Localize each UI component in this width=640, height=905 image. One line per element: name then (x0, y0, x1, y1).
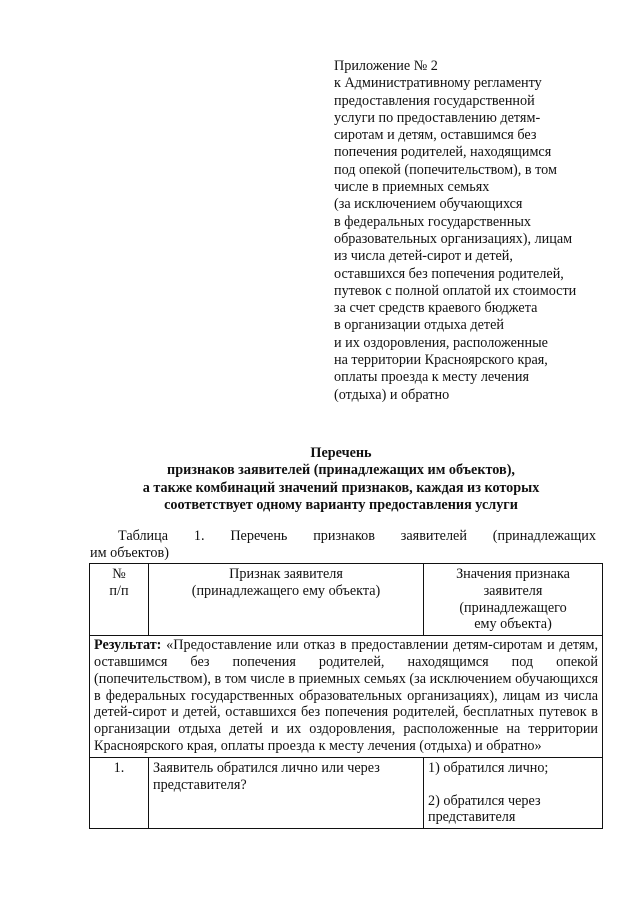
annex-line: в федеральных государственных (334, 213, 531, 230)
result-label: Результат: (94, 637, 162, 654)
header-sign-text: Признак заявителя (принадлежащего ему объекта) (191, 566, 381, 599)
row-options (424, 757, 603, 828)
annex-line: на территории Красноярского края, (334, 352, 548, 369)
caption-word: признаков (313, 528, 375, 544)
annex-line: за счет средств краевого бюджета (334, 300, 538, 317)
annex-reference (334, 58, 604, 404)
caption-continuation: им объектов) (90, 545, 169, 562)
option-item: 2) обратился через представителя (428, 792, 541, 826)
applicant-signs-table (89, 563, 603, 829)
annex-line: образовательных организациях), лицам (334, 230, 573, 247)
annex-line: услуги по предоставлению детям- (334, 109, 541, 126)
heading-title: Перечень (310, 445, 372, 461)
caption-word: Перечень (230, 528, 288, 544)
annex-line: сиротам и детям, оставшимся без (334, 127, 537, 144)
header-number-text: № п/п (109, 566, 129, 599)
annex-line: (отдыха) и обратно (334, 386, 450, 403)
annex-line: (за исключением обучающихся (334, 196, 523, 213)
heading-line: а также комбинаций значений признаков, каждая из которых (142, 479, 540, 496)
row-number: 1. (90, 757, 149, 828)
annex-line: числе в приемных семьях (334, 179, 490, 196)
result-row (90, 636, 603, 758)
table-header-row (90, 564, 603, 636)
result-text: «Предоставление или отказ в предоставлении детям-сиротам и детям, оставшимся без попечения родителей, находящимся под опекой (попечительством), в том числе в приемных семьях (за исключением обучающихся в федеральных государственных образовательных организациях), лицам из числа детей-сирот и детей, оставшихся без попечения родителей, бесплатных путевок в организации отдыха детей и их оздоровления, расположенные на территории Красноярского края, оплаты проезда к месту лечения (отдыха) и обратно» (94, 637, 598, 754)
annex-line: под опекой (попечительством), в том (334, 161, 557, 178)
caption-word: 1. (193, 528, 205, 544)
annex-line: и их оздоровления, расположенные (334, 334, 548, 351)
header-values (424, 564, 603, 636)
row-sign: Заявитель обратился лично или через представителя? (149, 757, 424, 828)
annex-line: Приложение № 2 (334, 58, 438, 74)
header-values-text: Значения признака заявителя (принадлежащего ему объекта) (456, 566, 570, 633)
result-cell (90, 636, 603, 758)
annex-line: из числа детей-сирот и детей, (334, 248, 513, 265)
header-number (90, 564, 149, 636)
caption-word: (принадлежащих (492, 528, 596, 544)
annex-line: оплаты проезда к месту лечения (334, 369, 529, 386)
table-row (90, 757, 603, 828)
annex-line: путевок с полной оплатой их стоимости (334, 282, 577, 299)
caption-word: Таблица (118, 528, 169, 544)
document-heading (86, 445, 596, 514)
heading-line: соответствует одному варианту предоставления услуги (164, 496, 518, 513)
option-item: 1) обратился лично; (428, 759, 549, 776)
option-spacer (428, 777, 598, 793)
annex-line: в организации отдыха детей (334, 317, 504, 334)
caption-word: заявителей (400, 528, 467, 544)
annex-line: к Административному регламенту (334, 75, 542, 92)
annex-line: попечения родителей, находящимся (334, 144, 552, 161)
header-sign (149, 564, 424, 636)
annex-line: оставшихся без попечения родителей, (334, 265, 564, 282)
annex-line: предоставления государственной (334, 92, 535, 109)
heading-line: признаков заявителей (принадлежащих им объектов), (167, 462, 515, 479)
table-caption (90, 528, 596, 563)
